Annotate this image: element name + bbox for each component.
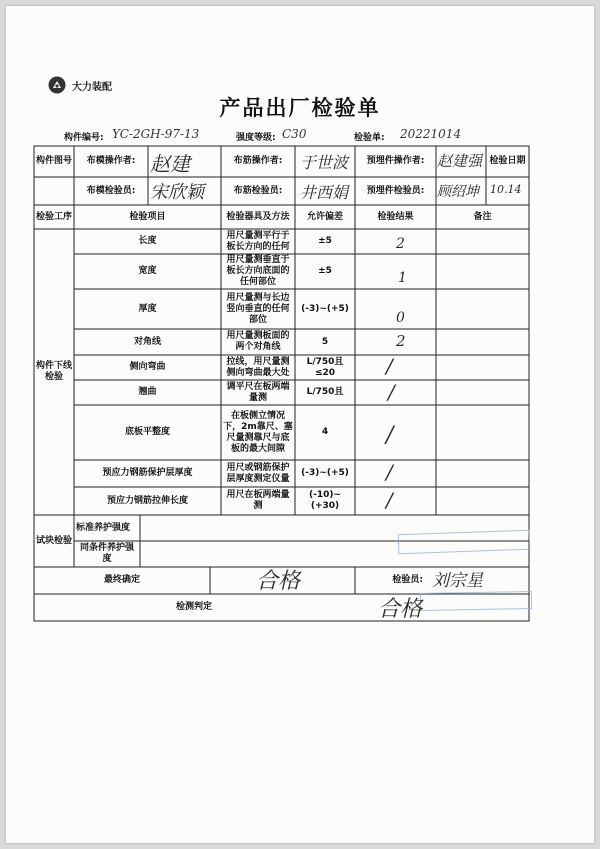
row-tool: 用尺量测平行于板长方向的任何 — [226, 230, 290, 252]
row-result: 1 — [398, 270, 407, 286]
row-tolerance: (-3)~(+5) — [301, 468, 349, 478]
row-result: / — [386, 488, 393, 512]
formwork-operator-signature: 赵建 — [150, 152, 190, 176]
col-result: 检验结果 — [377, 211, 414, 222]
row-result: / — [386, 423, 394, 448]
component-drawing-no-label: 构件图号 — [36, 156, 73, 166]
rebar-inspector-signature: 井西娟 — [300, 183, 349, 202]
row-tool: 用尺量测与长边竖向垂直的任何部位 — [226, 292, 290, 325]
row-tool: 用尺量测垂直于板长方向底面的任何部位 — [226, 255, 290, 287]
standard-curing-label: 标准养护强度 — [76, 522, 131, 533]
final-inspector-label: 检验员: — [392, 575, 423, 585]
row-tolerance: L/750且≤20 — [306, 356, 344, 378]
row-item: 底板平整度 — [124, 427, 170, 437]
row-tolerance: ±5 — [318, 236, 332, 246]
row-item: 厚度 — [138, 303, 157, 314]
row-tool: 用尺在板两端量测 — [226, 490, 290, 511]
row-tool: 用尺量测板面的两个对角线 — [226, 331, 290, 352]
row-tool: 拉线，用尺量测侧向弯曲最大处 — [226, 356, 290, 378]
row-item: 宽度 — [138, 266, 157, 276]
row-tool: 调平尺在板两端量测 — [226, 381, 290, 403]
col-tool: 检验器具及方法 — [226, 211, 290, 222]
formwork-inspector-signature: 宋欣颖 — [150, 182, 204, 203]
col-tolerance: 允许偏差 — [306, 211, 343, 222]
row-item: 预应力钢筋拉伸长度 — [106, 495, 188, 506]
component-no-label: 构件编号: — [64, 133, 104, 143]
judgement-signature: 合格 — [378, 597, 423, 622]
row-tolerance: ±5 — [318, 266, 332, 276]
group-offline-label: 构件下线检验 — [36, 361, 73, 382]
final-determination-label: 最终确定 — [103, 575, 140, 585]
judgement-label: 检测判定 — [175, 602, 212, 612]
col-remark: 备注 — [473, 211, 492, 222]
row-tool: 用尺或钢筋保护层厚度测定仪量 — [226, 462, 290, 484]
row-item: 翘曲 — [138, 387, 157, 397]
row-result: / — [386, 460, 393, 484]
row-item: 侧向弯曲 — [129, 362, 166, 372]
row-tool: 在板侧立情况下，2m靠尺、塞尺量测靠尺与底板的最大间隙 — [223, 410, 293, 454]
strength-label: 强度等级: — [236, 133, 276, 143]
inspection-no-value: 20221014 — [400, 127, 462, 141]
row-tolerance: 4 — [321, 427, 329, 437]
embed-operator-signature: 赵建强 — [437, 152, 483, 170]
same-condition-curing-label: 同条件养护强度 — [79, 543, 134, 564]
embed-inspector-signature: 顾绍坤 — [437, 184, 479, 200]
embed-inspector-label: 预埋件检验员: — [366, 185, 425, 196]
row-tolerance: L/750且 — [306, 387, 344, 397]
inspection-date-label: 检验日期 — [489, 156, 526, 166]
rebar-operator-label: 布筋操作者: — [233, 156, 283, 166]
formwork-inspector-label: 布模检验员: — [86, 185, 136, 196]
company-name: 大力装配 — [72, 81, 112, 93]
row-result: 2 — [396, 236, 405, 252]
final-inspector-signature: 刘宗星 — [432, 571, 483, 591]
rebar-inspector-label: 布筋检验员: — [233, 185, 283, 196]
judgement-stamp — [420, 591, 532, 611]
final-determination-signature: 合格 — [256, 569, 301, 594]
row-item: 长度 — [138, 236, 157, 246]
test-block-label: 试块检验 — [36, 535, 73, 546]
inspection-no-label: 检验单: — [354, 133, 385, 143]
embed-operator-label: 预埋件操作者: — [366, 156, 425, 166]
row-tolerance: 5 — [321, 336, 329, 347]
row-result: / — [388, 380, 395, 404]
row-result: 0 — [396, 310, 405, 326]
formwork-operator-label: 布模操作者: — [86, 156, 136, 166]
inspection-date-value: 10.14 — [490, 183, 522, 196]
row-result: 2 — [396, 332, 406, 350]
strength-value: C30 — [282, 127, 307, 141]
col-item: 检验项目 — [129, 211, 166, 222]
row-result: / — [386, 354, 393, 378]
rebar-operator-signature: 于世波 — [300, 153, 349, 172]
row-tolerance: (-10)~(+30) — [308, 490, 342, 511]
document-title: 产品出厂检验单 — [219, 95, 381, 120]
col-process: 检验工序 — [36, 211, 73, 222]
row-tolerance: (-3)~(+5) — [301, 303, 349, 314]
component-no-value: YC-2GH-97-13 — [112, 127, 200, 141]
row-item: 预应力钢筋保护层厚度 — [102, 468, 193, 478]
row-item: 对角线 — [133, 336, 161, 347]
